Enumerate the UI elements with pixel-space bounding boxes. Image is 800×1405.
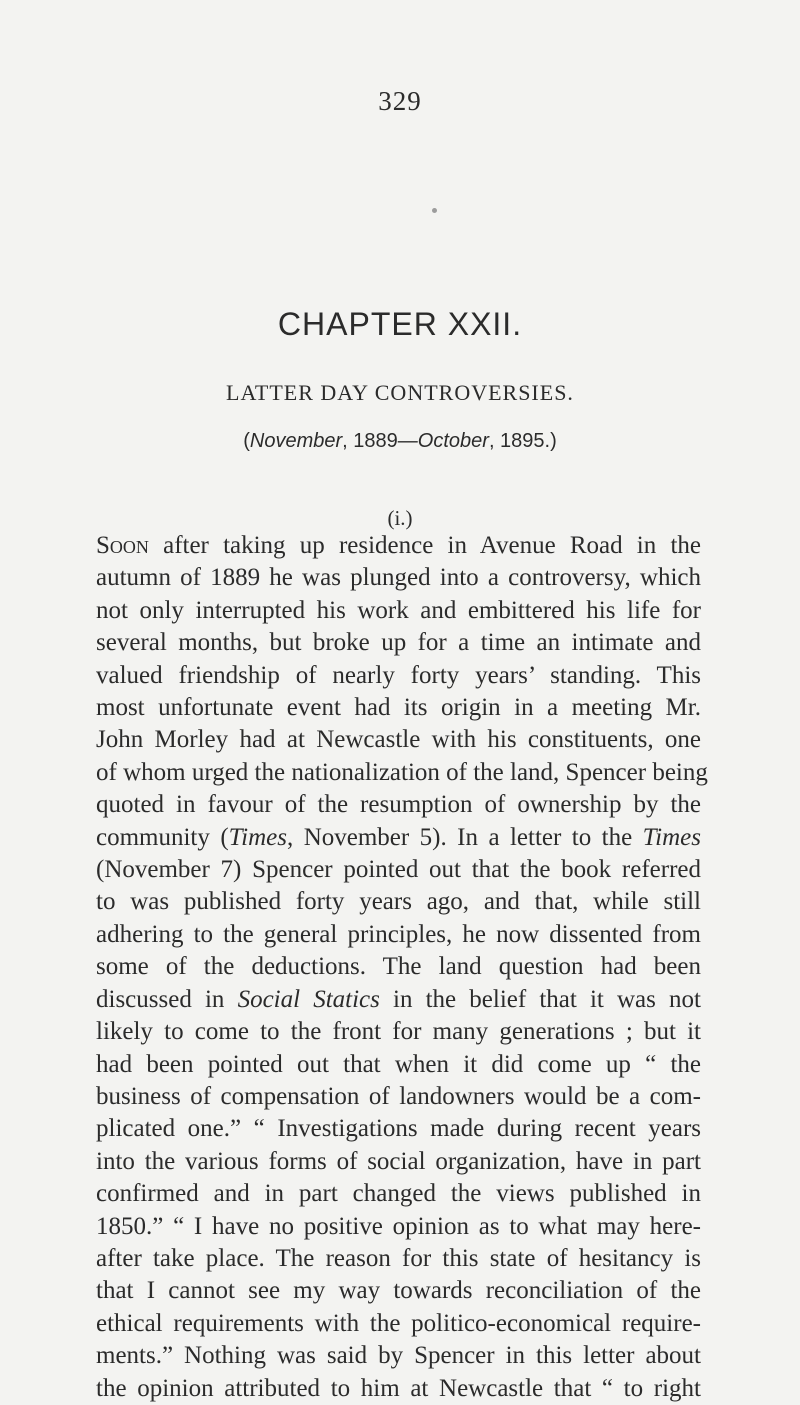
body-line: ethical requirements with the politico-economical require- [96,1309,701,1337]
body-line: valued friendship of nearly forty years’ standing. This [96,661,701,689]
chapter-subtitle: LATTER DAY CONTROVERSIES. [226,380,574,405]
body-line: community (Times, November 5). In a letter to the Times [96,823,701,851]
date-mid: , 1889— [342,430,418,452]
body-line: confirmed and in part changed the views published in [96,1180,701,1208]
body-line: John Morley had at Newcastle with his constituents, one [96,726,701,754]
body-line: discussed in Social Statics in the belief that it was not [96,985,701,1013]
body-line: had been pointed out that when it did come up “ the [96,1050,701,1078]
body-line: some of the deductions. The land question had been [96,953,701,981]
chapter-date-range [0,430,800,453]
italic-title: Times [642,823,701,851]
section-number: (i.) [387,506,413,530]
body-line: business of compensation of landowners would be a com- [96,1082,701,1110]
italic-title: Times [228,823,288,851]
body-line: into the various forms of social organization, have in part [96,1147,701,1175]
lead-word: Soon [96,532,149,559]
italic-title: Social Statics [237,985,380,1013]
body-line: that I cannot see my way towards reconciliation of the [96,1277,701,1305]
body-line: after take place. The reason for this state of hesitancy is [96,1244,701,1272]
chapter-title: CHAPTER XXII. [277,306,523,342]
body-line: quoted in favour of the resumption of ownership by the [96,791,701,819]
body-line: of whom urged the nationalization of the land, Spencer being [96,758,708,786]
body-line: Soon after taking up residence in Avenue Road in the [96,532,701,559]
date-close: , 1895.) [488,430,557,452]
page-number: 329 [378,86,422,116]
date-month-start: November [249,430,343,452]
body-line: autumn of 1889 he was plunged into a controversy, which [96,564,701,592]
body-line: most unfortunate event had its origin in a meeting Mr. [96,694,701,722]
body-line: likely to come to the front for many generations ; but it [96,1018,701,1046]
body-line: several months, but broke up for a time an intimate and [96,629,701,657]
body-line: 1850.” “ I have no positive opinion as to what may here- [96,1212,701,1240]
body-line: the opinion attributed to him at Newcastle that “ to right [96,1374,701,1402]
body-line: (November 7) Spencer pointed out that the book referred [96,856,701,884]
body-line: plicated one.” “ Investigations made during recent years [96,1115,701,1143]
body-line: adhering to the general principles, he now dissented from [96,920,701,948]
date-month-end: October [417,430,489,452]
body-line: ments.” Nothing was said by Spencer in this letter about [96,1342,701,1370]
body-line: not only interrupted his work and embittered his life for [96,596,701,624]
date-open: ( [243,430,250,452]
body-paragraph [96,530,708,1405]
body-line: to was published forty years ago, and that, while still [96,888,701,916]
ink-speck [432,208,437,213]
